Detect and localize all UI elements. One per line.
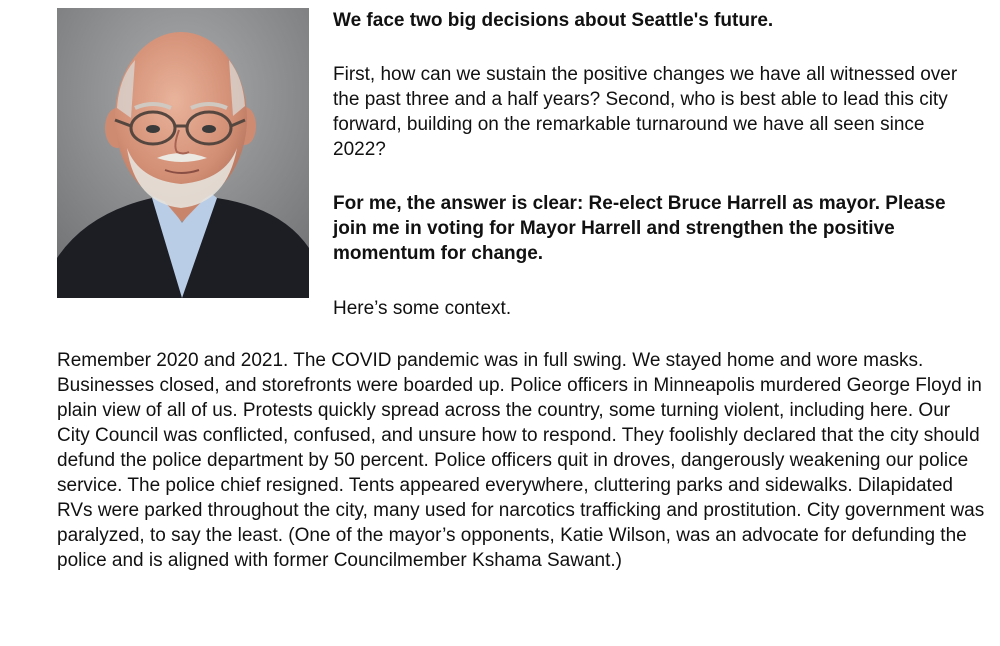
headline: We face two big decisions about Seattle's future. [333, 10, 774, 31]
portrait-illustration [57, 8, 309, 298]
context-intro: Here’s some context. [333, 298, 512, 319]
portrait-photo [57, 8, 309, 298]
questions-paragraph: First, how can we sustain the positive changes we have all witnessed over the past three and a half years? Second, who is best able to lead this city forward, building on the remarkable turnaround we have all seen since 2022? [333, 64, 958, 160]
endorsement-paragraph: For me, the answer is clear: Re-elect Bruce Harrell as mayor. Please join me in voting for Mayor Harrell and strengthen the positive momentum for change. [333, 193, 946, 264]
history-paragraph: Remember 2020 and 2021. The COVID pandemic was in full swing. We stayed home and wore masks. Businesses closed, and storefronts were boarded up. Police officers in Minneapolis murdered George Floyd in plain view of all of us. Protests quickly spread across the country, some turning violent, including here. Our City Council was conflicted, confused, and unsure how to respond. They foolishly declared that the city should defund the police department by 50 percent. Police officers quit in droves, dangerously weakening our police service. The police chief resigned. Tents appeared everywhere, cluttering parks and sidewalks. Dilapidated RVs were parked throughout the city, many used for narcotics trafficking and prostitution. City government was paralyzed, to say the least. (One of the mayor’s opponents, Katie Wilson, was an advocate for defunding the police and is aligned with former Councilmember Kshama Sawant.) [57, 350, 985, 571]
